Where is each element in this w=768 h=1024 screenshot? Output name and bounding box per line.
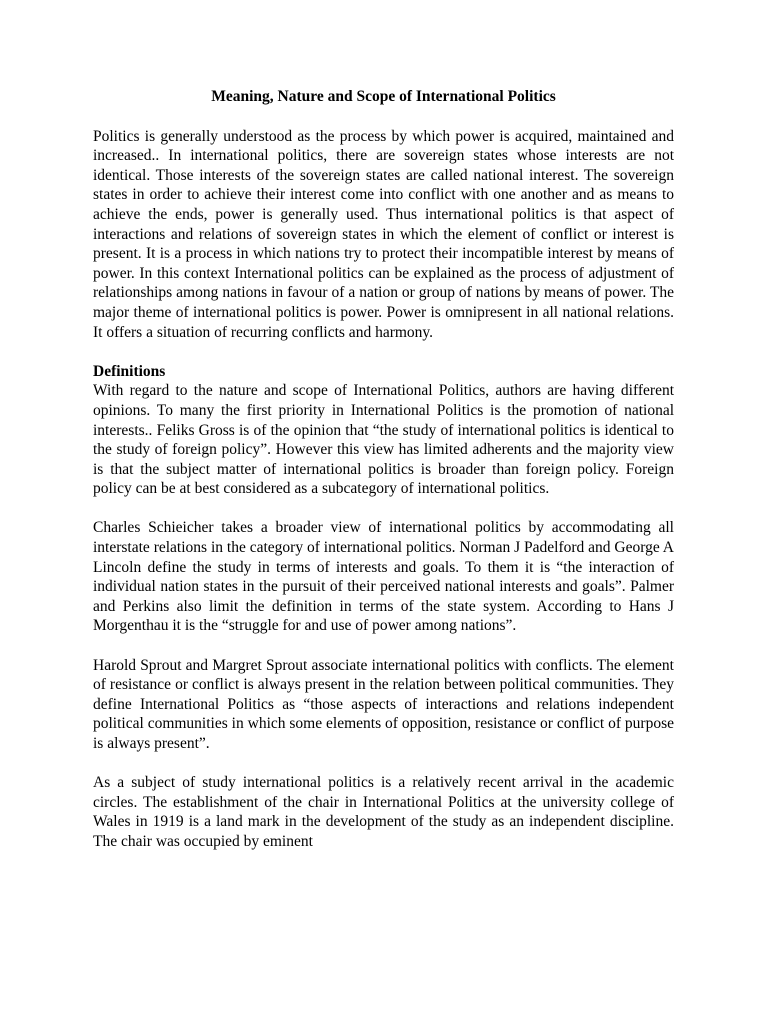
definitions-paragraph-3: Harold Sprout and Margret Sprout associate international politics with conflicts. The element of resistance or conflict is always present in the relation between political communities. They define International Politics as “those aspects of interactions and relations independent political communities in which some elements of opposition, resistance or conflict of purpose is always present”. bbox=[93, 656, 674, 752]
intro-paragraph: Politics is generally understood as the process by which power is acquired, maintained and increased.. In international politics, there are sovereign states whose interests are not identical. Those interests of the sovereign states are called national interest. The sovereign states in order to achieve their interest come into conflict with one another and as means to achieve the ends, power is generally used. Thus international politics is that aspect of interactions and relations of sovereign states in which the element of conflict or interest is present. It is a process in which nations try to protect their incompatible interest by means of power. In this context International politics can be explained as the process of adjustment of relationships among nations in favour of a nation or group of nations by means of power. The major theme of international politics is power. Power is omnipresent in all national relations. It offers a situation of recurring conflicts and harmony. bbox=[93, 127, 674, 341]
definitions-paragraph-1: With regard to the nature and scope of International Politics, authors are having different opinions. To many the first priority in International Politics is the promotion of national interests.. Feliks Gross is of the opinion that “the study of international politics is identical to the study of foreign policy”. However this view has limited adherents and the majority view is that the subject matter of international politics is broader than foreign policy. Foreign policy can be at best considered as a subcategory of international politics. bbox=[93, 382, 674, 498]
definitions-paragraph-4: As a subject of study international politics is a relatively recent arrival in the academic circles. The establishment of the chair in International Politics at the university college of Wales in 1919 is a land mark in the development of the study as an independent discipline. The chair was occupied by eminent bbox=[93, 774, 674, 850]
page-title: Meaning, Nature and Scope of International Politics bbox=[211, 88, 556, 105]
definitions-paragraph-2: Charles Schieicher takes a broader view of international politics by accommodating all interstate relations in the category of international politics. Norman J Padelford and George A Lincoln define the study in terms of interests and goals. To them it is “the interaction of individual nation states in the pursuit of their perceived national interests and goals”. Palmer and Perkins also limit the definition in terms of the state system. According to Hans J Morgenthau it is the “struggle for and use of power among nations”. bbox=[93, 519, 674, 635]
definitions-heading: Definitions bbox=[93, 362, 166, 380]
